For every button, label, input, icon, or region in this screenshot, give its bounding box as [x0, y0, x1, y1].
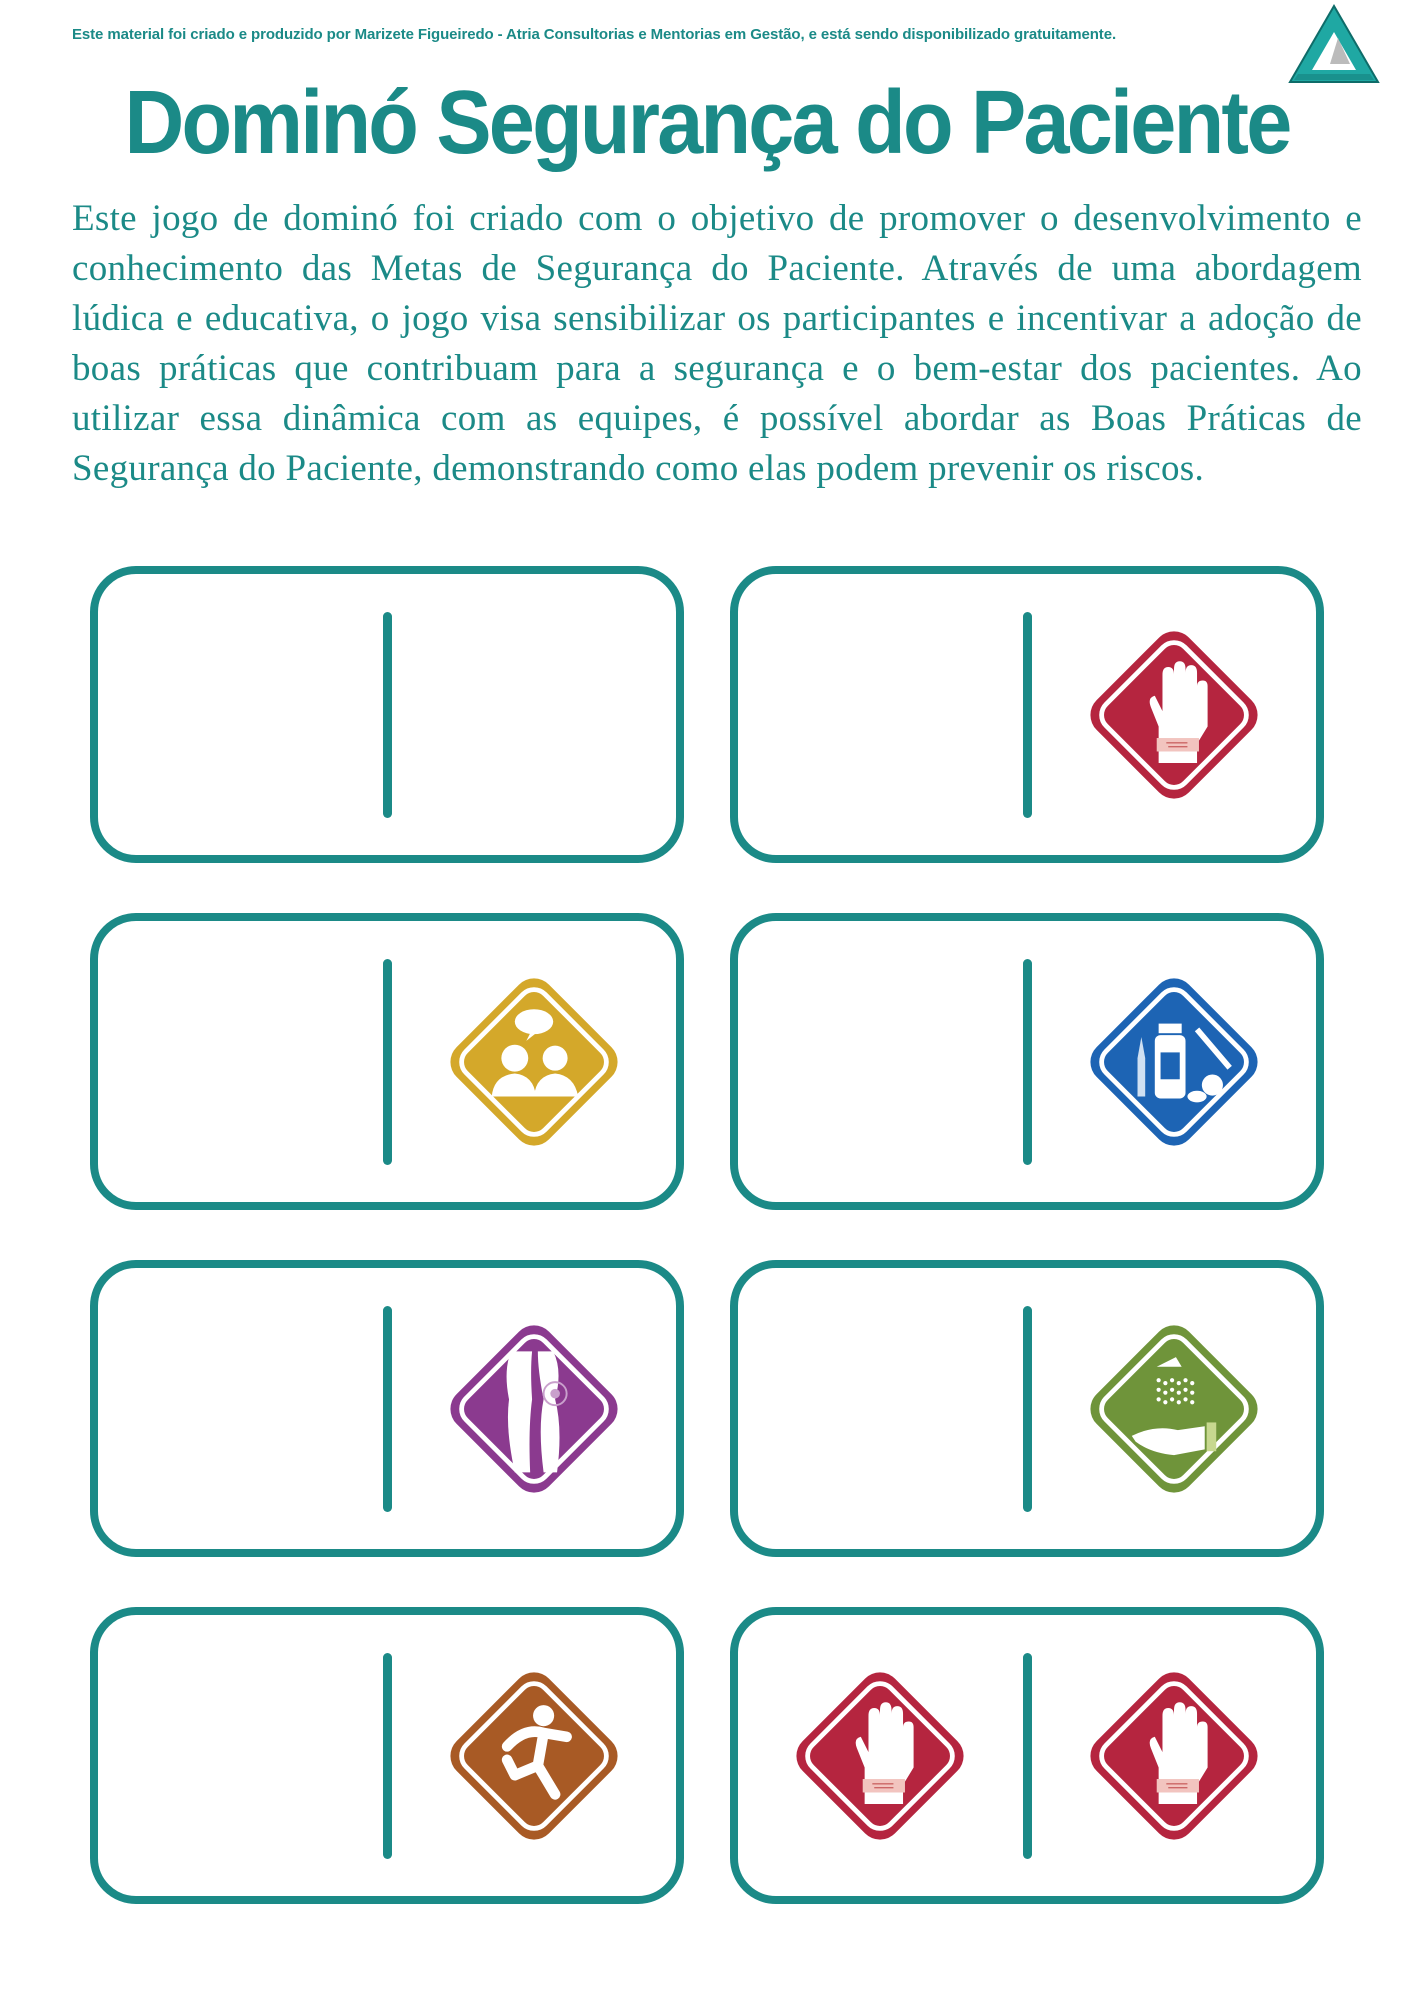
domino-right-half [1032, 574, 1317, 855]
domino-tile[interactable] [730, 1260, 1324, 1557]
domino-divider [1023, 959, 1032, 1165]
domino-right-half [1032, 1268, 1317, 1549]
domino-divider [383, 612, 392, 818]
identification-icon [1078, 619, 1270, 811]
domino-divider [383, 1306, 392, 1512]
domino-left-half [98, 1615, 383, 1896]
domino-left-half [98, 574, 383, 855]
credit-line: Este material foi criado e produzido por Marizete Figueiredo - Atria Consultorias e Mentorias em Gestão, e está sendo disponibilizado gratuitamente. [72, 26, 1117, 43]
medication-icon [1078, 966, 1270, 1158]
domino-tile[interactable] [730, 566, 1324, 863]
fall-icon [438, 1660, 630, 1852]
intro-paragraph: Este jogo de dominó foi criado com o objetivo de promover o desenvolvimento e conhecimento das Metas de Segurança do Paciente. Através de uma abordagem lúdica e educativa, o jogo visa sensibilizar os participantes e incentivar a adoção de boas práticas que contribuam para a segurança e o bem-estar dos pacientes. Ao utilizar essa dinâmica com as equipes, é possível abordar as Boas Práticas de Segurança do Paciente, demonstrando como elas podem prevenir os riscos. [72, 198, 1362, 489]
pressure-injury-icon [438, 1313, 630, 1505]
domino-left-half [98, 921, 383, 1202]
hand-hygiene-icon [1078, 1313, 1270, 1505]
communication-icon [438, 966, 630, 1158]
domino-tile[interactable] [90, 1260, 684, 1557]
domino-tile[interactable] [90, 913, 684, 1210]
domino-left-half [98, 1268, 383, 1549]
domino-right-half [1032, 921, 1317, 1202]
domino-left-half [738, 1268, 1023, 1549]
domino-tile[interactable] [730, 1607, 1324, 1904]
domino-divider [1023, 1653, 1032, 1859]
page-title: Dominó Segurança do Paciente [124, 73, 1290, 173]
identification-icon [1078, 1660, 1270, 1852]
domino-divider [1023, 612, 1032, 818]
domino-right-half [392, 1615, 677, 1896]
domino-divider [383, 1653, 392, 1859]
domino-divider [1023, 1306, 1032, 1512]
domino-right-half [392, 921, 677, 1202]
domino-tile[interactable] [90, 566, 684, 863]
domino-right-half [392, 574, 677, 855]
domino-right-half [1032, 1615, 1317, 1896]
domino-grid [90, 566, 1324, 1904]
domino-left-half [738, 1615, 1023, 1896]
domino-divider [383, 959, 392, 1165]
domino-left-half [738, 921, 1023, 1202]
domino-right-half [392, 1268, 677, 1549]
domino-tile[interactable] [90, 1607, 684, 1904]
domino-left-half [738, 574, 1023, 855]
identification-icon [784, 1660, 976, 1852]
domino-tile[interactable] [730, 913, 1324, 1210]
